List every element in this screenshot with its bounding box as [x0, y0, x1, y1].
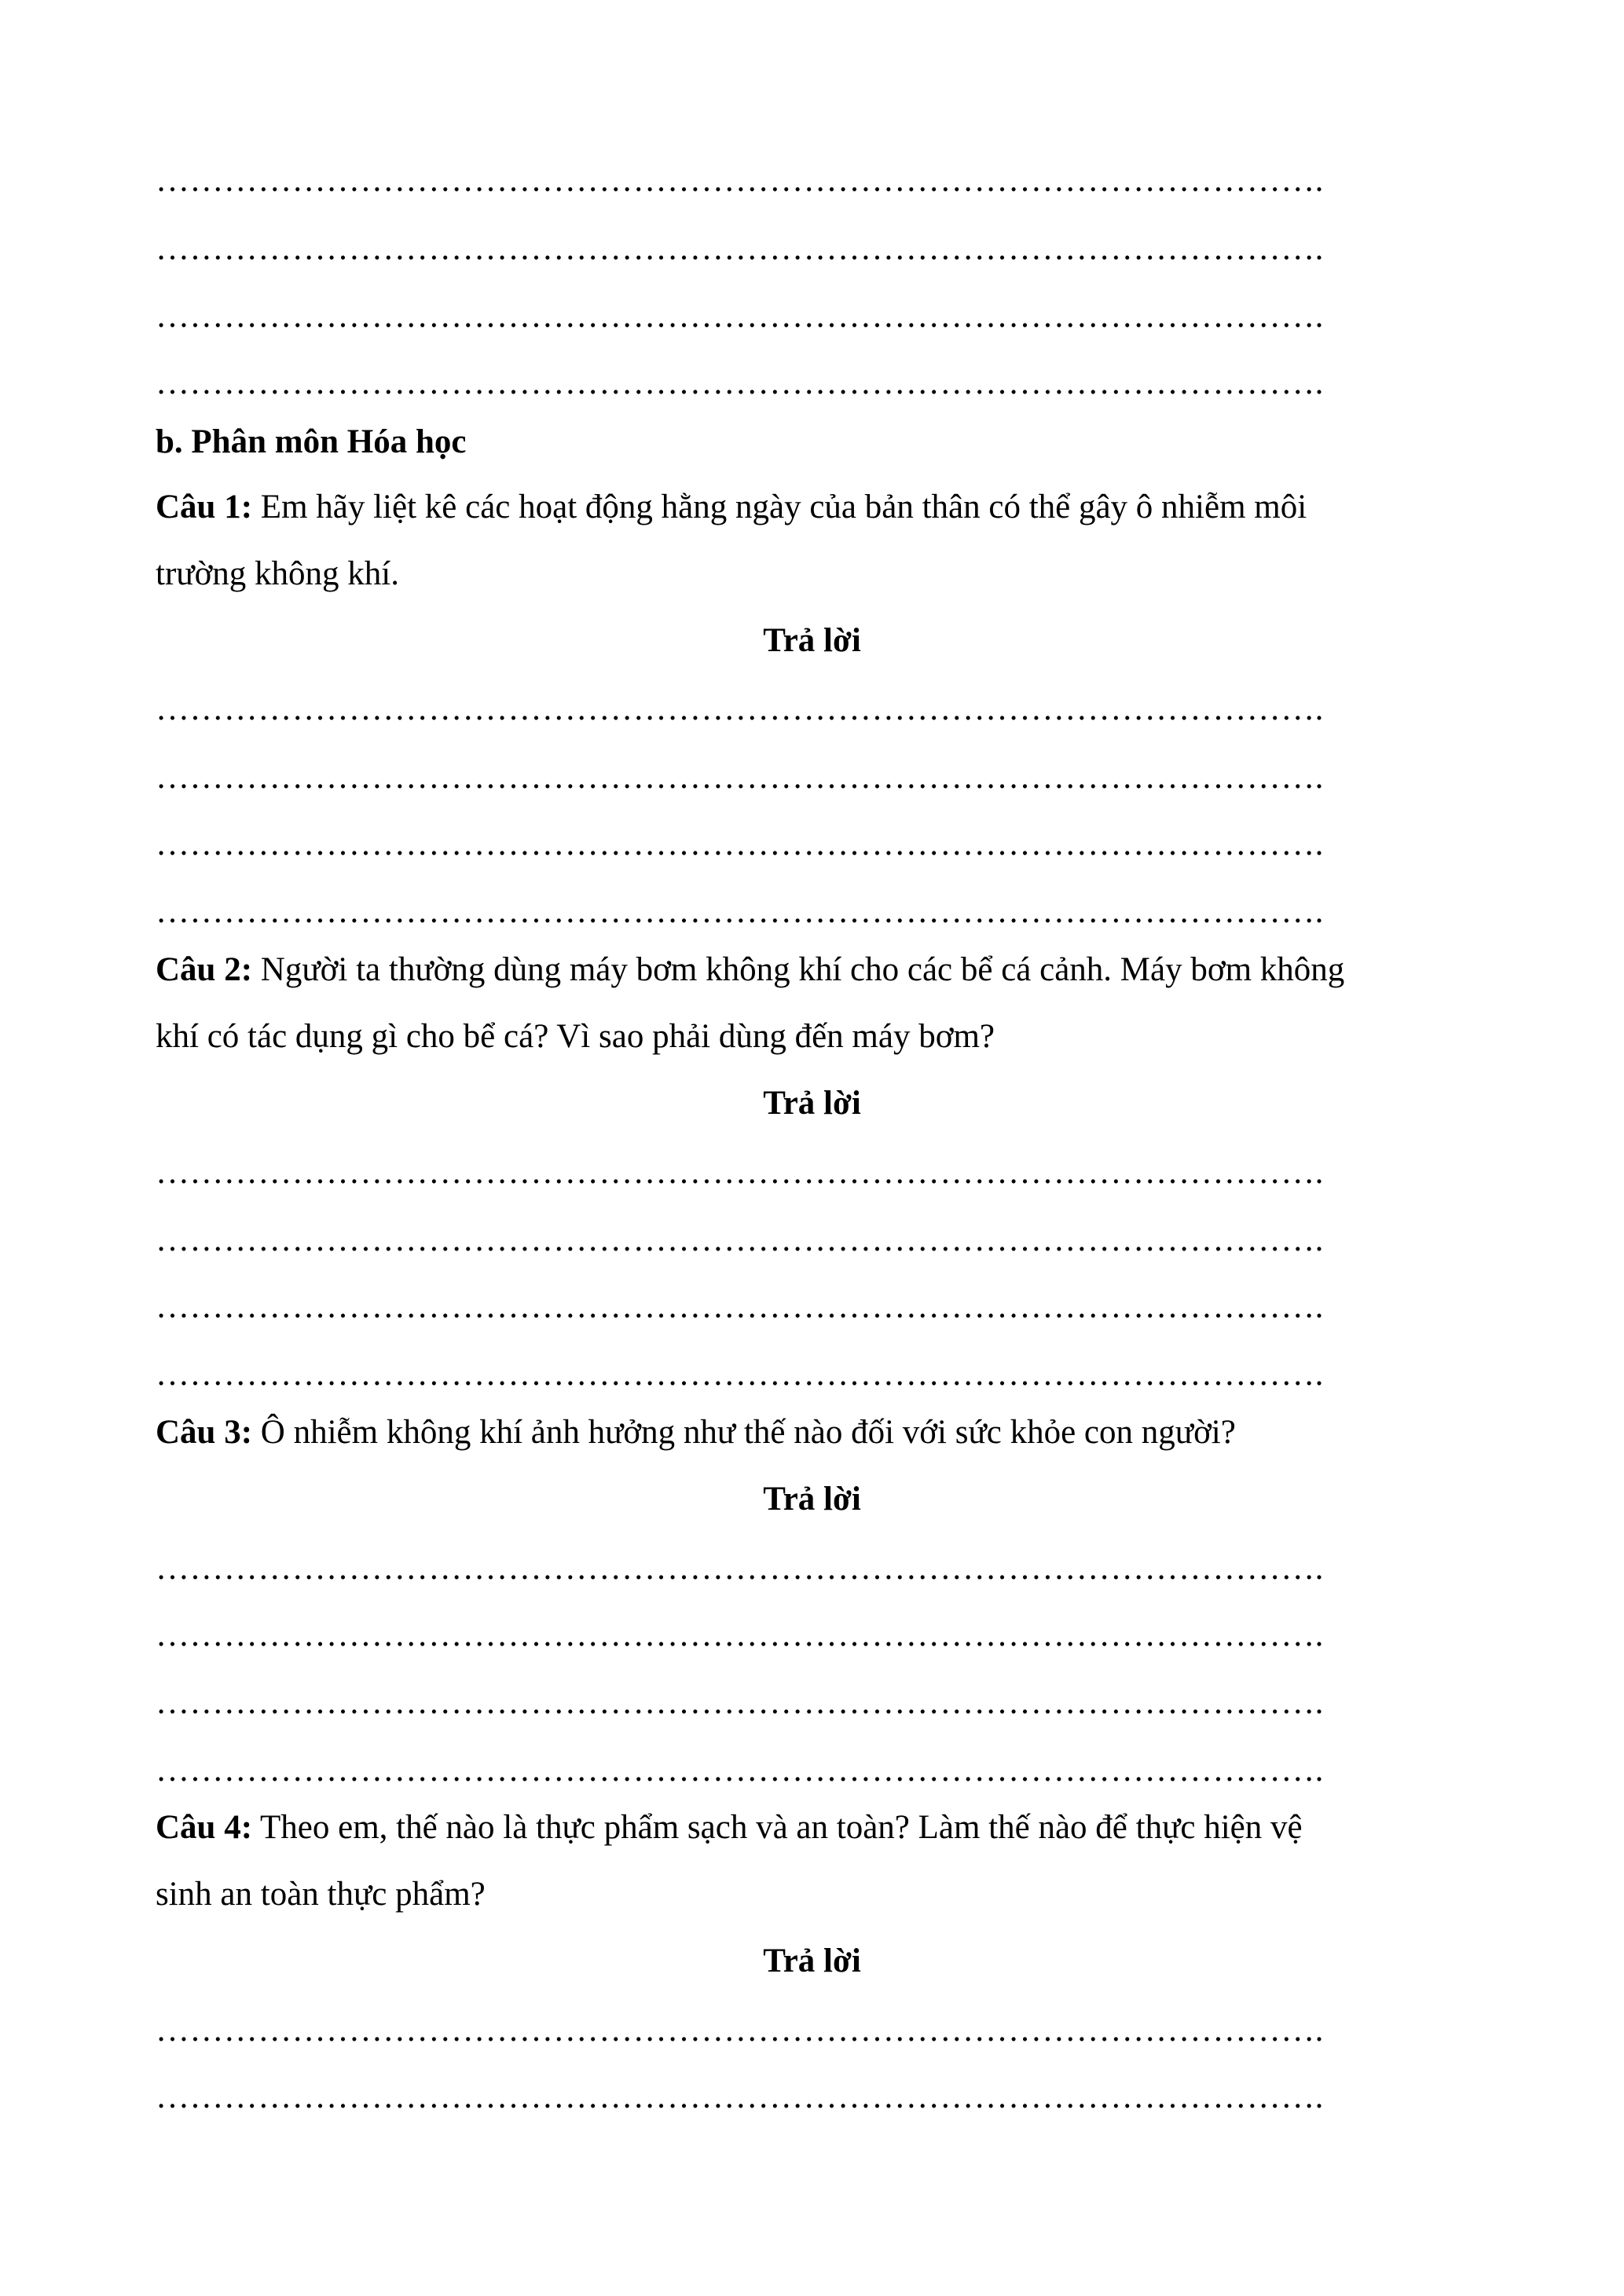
answer-line: …………………………………………………………………………………………. — [156, 1154, 1324, 1191]
question-text: Ô nhiễm không khí ảnh hưởng như thế nào đối với sức khỏe con người? — [252, 1414, 1236, 1451]
answer-line: …………………………………………………………………………………………. — [156, 1550, 1324, 1587]
answer-line: …………………………………………………………………………………………. — [156, 826, 1324, 862]
question-text-continued: sinh an toàn thực phẩm? — [156, 1876, 486, 1913]
answer-line: …………………………………………………………………………………………. — [156, 1617, 1324, 1653]
answer-heading: Trả lời — [763, 1481, 861, 1518]
answer-line: …………………………………………………………………………………………. — [156, 759, 1324, 796]
question-text: Em hãy liệt kê các hoạt động hằng ngày của bản thân có thể gây ô nhiễm môi — [252, 489, 1307, 525]
answer-line: …………………………………………………………………………………………. — [156, 1752, 1324, 1789]
answer-heading: Trả lời — [763, 622, 861, 659]
question-3 — [156, 1409, 1491, 1456]
question-text-continued: khí có tác dụng gì cho bể cá? Vì sao phải dùng đến máy bơm? — [156, 1018, 995, 1055]
answer-line: …………………………………………………………………………………………. — [156, 2012, 1324, 2049]
answer-line: …………………………………………………………………………………………. — [156, 1221, 1324, 1258]
answer-heading: Trả lời — [763, 1085, 861, 1122]
question-label: Câu 1: — [156, 489, 253, 525]
question-label: Câu 3: — [156, 1414, 253, 1451]
question-text: Người ta thường dùng máy bơm không khí cho các bể cá cảnh. Máy bơm không — [252, 951, 1345, 988]
answer-line: …………………………………………………………………………………………. — [156, 1288, 1324, 1325]
answer-line: …………………………………………………………………………………………. — [156, 893, 1324, 930]
question-4 — [156, 1804, 1491, 1851]
answer-line: …………………………………………………………………………………………. — [156, 690, 1324, 727]
question-1 — [156, 484, 1491, 531]
answer-line: …………………………………………………………………………………………. — [156, 298, 1324, 335]
question-label: Câu 2: — [156, 951, 253, 988]
answer-line: …………………………………………………………………………………………. — [156, 1356, 1324, 1393]
question-text-continued: trường không khí. — [156, 555, 400, 592]
answer-line: …………………………………………………………………………………………. — [156, 364, 1324, 401]
question-label: Câu 4: — [156, 1809, 253, 1846]
section-heading: b. Phân môn Hóa học — [156, 423, 467, 460]
question-text: Theo em, thế nào là thực phẩm sạch và an toàn? Làm thế nào để thực hiện vệ — [252, 1809, 1303, 1846]
answer-line: …………………………………………………………………………………………. — [156, 1684, 1324, 1721]
answer-line: …………………………………………………………………………………………. — [156, 162, 1324, 199]
answer-line: …………………………………………………………………………………………. — [156, 230, 1324, 267]
answer-heading: Trả lời — [763, 1943, 861, 1979]
question-2 — [156, 947, 1491, 994]
answer-line: …………………………………………………………………………………………. — [156, 2078, 1324, 2115]
